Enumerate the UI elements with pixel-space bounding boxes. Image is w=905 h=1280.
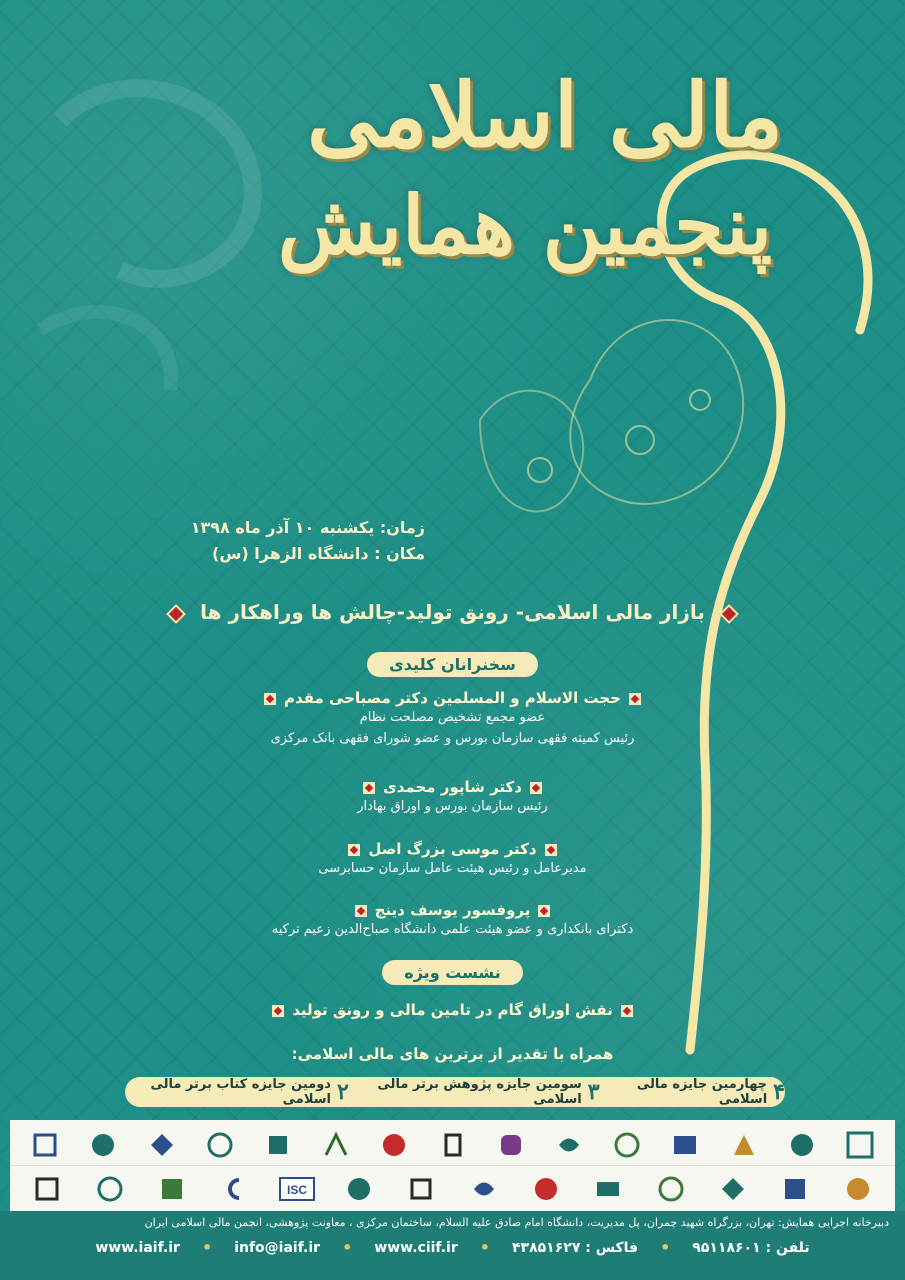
speaker-3 xyxy=(0,840,905,879)
speaker-4 xyxy=(0,901,905,940)
conference-title xyxy=(265,60,825,280)
diamond-icon xyxy=(719,604,739,624)
awards-intro xyxy=(0,1045,905,1063)
sponsor-logo xyxy=(214,1171,254,1207)
sponsor-logos-row-1 xyxy=(10,1120,895,1170)
website-link-iaif[interactable]: www.iaif.ir xyxy=(95,1239,180,1256)
sponsor-logo xyxy=(526,1171,566,1207)
separator-icon: • xyxy=(342,1238,353,1257)
sponsor-logo xyxy=(838,1171,878,1207)
svg-text:ISC: ISC xyxy=(286,1182,307,1197)
sponsor-logo xyxy=(27,1171,67,1207)
phone-number: تلفن : ۹۵۱۱۸۶۰۱ xyxy=(692,1239,810,1256)
keynote-heading xyxy=(0,652,905,677)
sponsor-logo xyxy=(464,1171,504,1207)
website-link-ciif[interactable]: www.ciif.ir xyxy=(374,1239,458,1256)
award-label: دومین جایزه کتاب برتر مالی اسلامی xyxy=(150,1077,331,1107)
title-line-2: پنجمین همایش xyxy=(277,178,773,272)
speaker-name: دکتر موسی بزرگ اصل xyxy=(368,840,537,858)
award-number: ۳ xyxy=(587,1079,600,1105)
sponsor-logo xyxy=(25,1127,65,1163)
speaker-role: عضو مجمع تشخیص مصلحت نظام xyxy=(359,710,546,725)
award-label: سومین جایزه پژوهش برتر مالی اسلامی xyxy=(377,1077,582,1107)
conference-theme xyxy=(0,600,905,624)
awards-bar xyxy=(125,1077,785,1107)
diamond-icon xyxy=(166,604,186,624)
fax-number: فاکس : ۴۳۸۵۱۶۲۷ xyxy=(512,1239,639,1256)
sponsor-logo xyxy=(724,1127,764,1163)
email-link[interactable]: info@iaif.ir xyxy=(234,1239,321,1256)
speaker-1 xyxy=(0,689,905,749)
topic-text: نقش اوراق گام در تامین مالی و رونق تولید xyxy=(292,1001,613,1019)
sponsor-logo xyxy=(665,1127,705,1163)
footer-address: دبیرخانه اجرایی همایش: تهران، بزرگراه شهید چمران، پل مدیریت، دانشگاه امام صادق علیه السلام، ساختمان مرکزی ، معاونت پژوهشی، انجمن مالی اسلامی ایران xyxy=(144,1216,889,1229)
award-number: ۲ xyxy=(336,1079,349,1105)
separator-icon: • xyxy=(660,1238,671,1257)
speaker-role: رئیس کمیته فقهی سازمان بورس و عضو شورای فقهی بانک مرکزی xyxy=(270,731,635,746)
sponsor-logo xyxy=(152,1171,192,1207)
award-label: چهارمین جایزه مالی اسلامی xyxy=(636,1077,768,1107)
sponsor-logo xyxy=(775,1171,815,1207)
sponsor-logo xyxy=(491,1127,531,1163)
sponsor-logo xyxy=(588,1171,628,1207)
separator-icon: • xyxy=(479,1238,490,1257)
bullet-icon xyxy=(621,1005,633,1017)
sponsor-logo xyxy=(840,1127,880,1163)
bullet-icon xyxy=(348,844,360,856)
bullet-icon xyxy=(355,905,367,917)
event-place: مکان : دانشگاه الزهرا (س) xyxy=(212,544,425,563)
sponsor-logo xyxy=(401,1171,441,1207)
sponsor-logo xyxy=(782,1127,822,1163)
special-session-heading xyxy=(0,960,905,985)
speaker-name: دکتر شاپور محمدی xyxy=(383,778,522,796)
sponsor-logo xyxy=(549,1127,589,1163)
bullet-icon xyxy=(363,782,375,794)
bullet-icon xyxy=(545,844,557,856)
bullet-icon xyxy=(629,693,641,705)
speaker-role: مدیرعامل و رئیس هیئت عامل سازمان حسابرسی xyxy=(318,861,587,876)
speaker-name: حجت الاسلام و المسلمین دکتر مصباحی مقدم xyxy=(284,689,621,707)
speaker-role: دکترای بانکداری و عضو هیئت علمی دانشگاه صباح‌الدین زعیم ترکیه xyxy=(271,922,634,937)
theme-text: بازار مالی اسلامی- رونق تولید-چالش ها وراهکار ها xyxy=(200,600,705,624)
sponsor-logo xyxy=(200,1127,240,1163)
sponsor-logo xyxy=(713,1171,753,1207)
sponsor-logo xyxy=(258,1127,298,1163)
bullet-icon xyxy=(530,782,542,794)
keynote-heading-pill: سخنرانان کلیدی xyxy=(367,652,538,677)
speaker-role: رئیس سازمان بورس و اوراق بهادار xyxy=(357,799,548,814)
speaker-name: پروفسور یوسف دینج xyxy=(374,901,531,919)
event-date: زمان: یکشنبه ۱۰ آذر ماه ۱۳۹۸ xyxy=(190,518,425,537)
special-session-pill: نشست ویژه xyxy=(382,960,522,985)
awards-intro-text: همراه با تقدیر از برترین های مالی اسلامی: xyxy=(291,1045,614,1063)
bullet-icon xyxy=(272,1005,284,1017)
sponsor-logo xyxy=(433,1127,473,1163)
footer-contacts xyxy=(0,1238,905,1257)
sponsor-logo xyxy=(316,1127,356,1163)
sponsor-logo xyxy=(83,1127,123,1163)
sponsor-logo xyxy=(90,1171,130,1207)
event-meta xyxy=(191,515,425,567)
sponsor-logo xyxy=(142,1127,182,1163)
sponsor-logos-row-2 xyxy=(10,1165,895,1211)
sponsor-logo xyxy=(651,1171,691,1207)
bullet-icon xyxy=(538,905,550,917)
separator-icon: • xyxy=(201,1238,213,1257)
sponsor-logo xyxy=(607,1127,647,1163)
award-number: ۴ xyxy=(773,1079,785,1105)
speaker-2 xyxy=(0,778,905,817)
special-session-topic xyxy=(0,1001,905,1019)
sponsor-logo-isc xyxy=(277,1171,317,1207)
bullet-icon xyxy=(264,693,276,705)
sponsor-logo xyxy=(339,1171,379,1207)
sponsor-logo xyxy=(374,1127,414,1163)
title-line-1: مالی اسلامی xyxy=(307,63,783,167)
